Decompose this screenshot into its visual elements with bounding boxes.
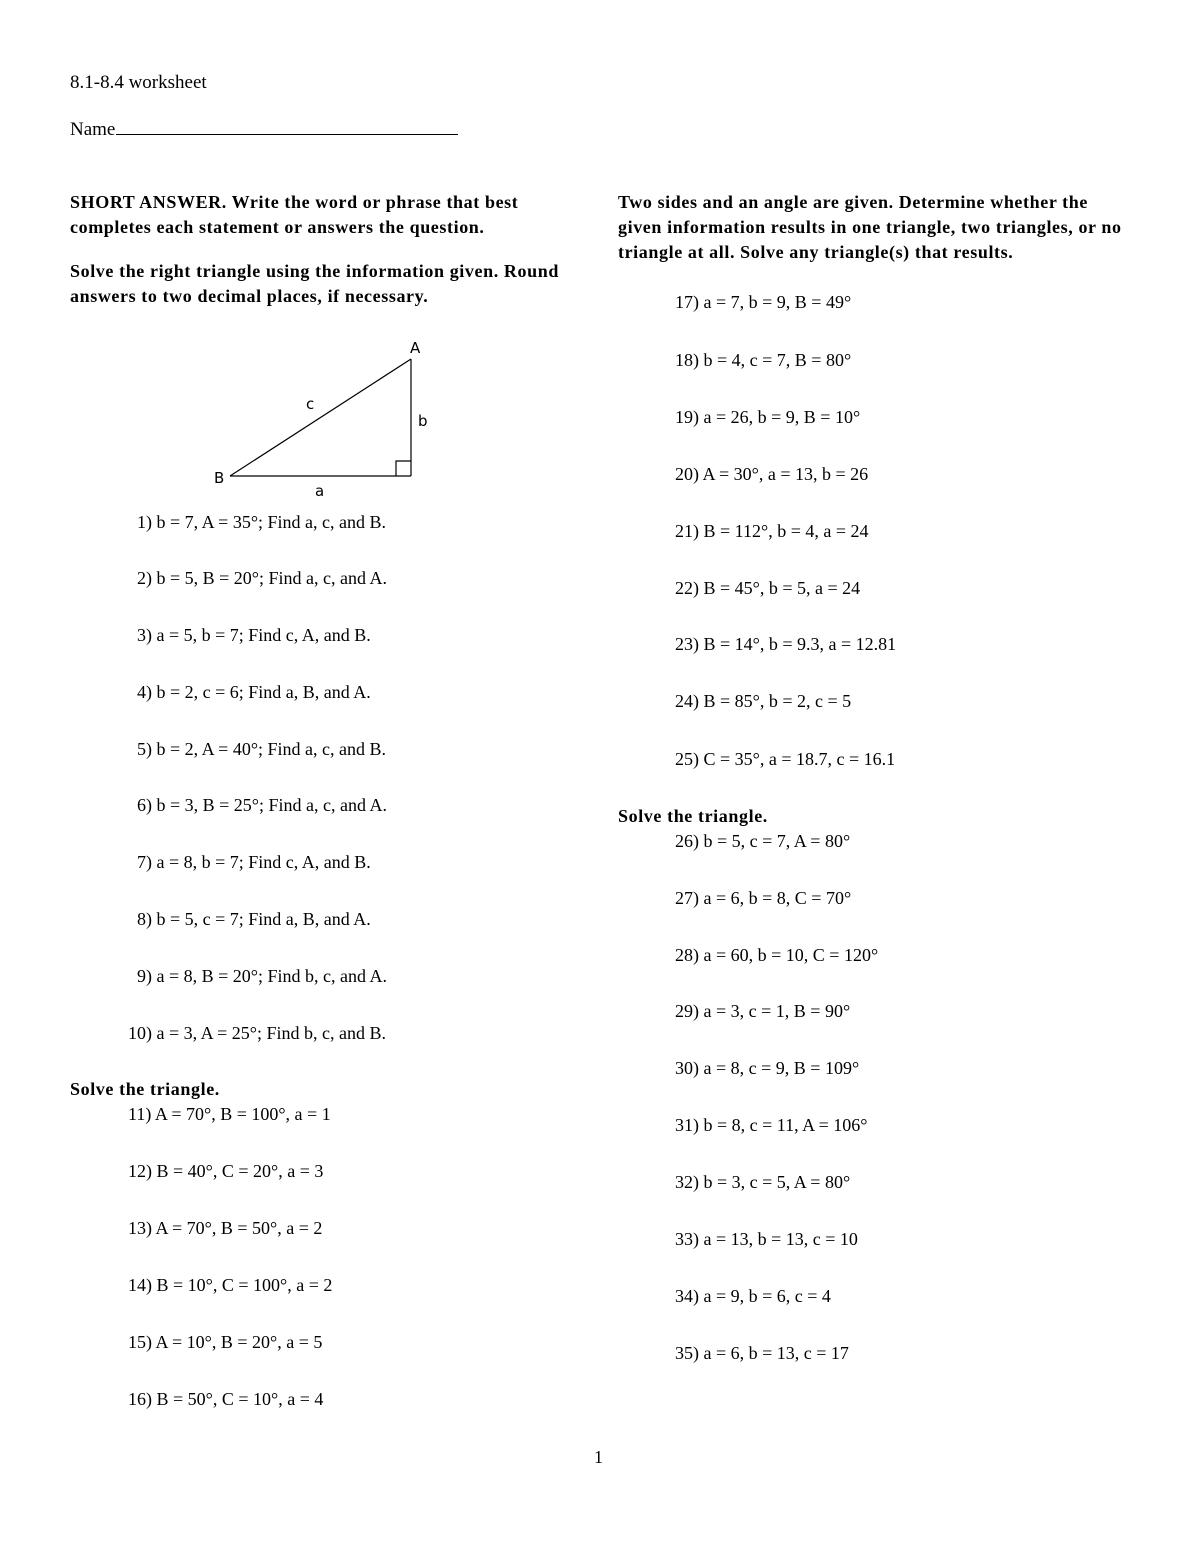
- problem-number: 35): [675, 1343, 699, 1363]
- problem-number: 4): [137, 682, 152, 702]
- problem-number: 7): [137, 852, 152, 872]
- short-answer-instructions: SHORT ANSWER. Write the word or phrase that best completes each statement or answers the question.: [70, 192, 519, 237]
- problem-item: [675, 1286, 831, 1307]
- problem-item: [675, 1001, 850, 1022]
- problem-item: [137, 625, 371, 646]
- problem-text: a = 6, b = 8, C = 70°: [703, 888, 852, 908]
- problem-item: [675, 521, 868, 542]
- problem-item: [675, 831, 850, 852]
- problem-text: b = 3, B = 25°; Find a, c, and A.: [156, 795, 387, 815]
- problem-text: B = 112°, b = 4, a = 24: [703, 521, 869, 541]
- problem-number: 32): [675, 1172, 699, 1192]
- problem-number: 3): [137, 625, 152, 645]
- problem-text: B = 40°, C = 20°, a = 3: [156, 1161, 324, 1181]
- problem-item: [137, 795, 387, 816]
- name-label: Name: [70, 119, 116, 140]
- problem-text: a = 8, c = 9, B = 109°: [703, 1058, 860, 1078]
- problem-item: [128, 1275, 332, 1296]
- problem-number: 11): [128, 1104, 152, 1124]
- problem-text: a = 13, b = 13, c = 10: [703, 1229, 858, 1249]
- problem-number: 31): [675, 1115, 699, 1135]
- problem-item: [137, 739, 386, 760]
- problem-item: [128, 1023, 386, 1044]
- problem-number: 16): [128, 1389, 152, 1409]
- problem-text: b = 5, B = 20°; Find a, c, and A.: [156, 568, 387, 588]
- problem-number: 10): [128, 1023, 152, 1043]
- page-number: 1: [594, 1447, 603, 1467]
- problem-number: 6): [137, 795, 152, 815]
- problem-number: 23): [675, 634, 699, 654]
- side-b-label: b: [418, 412, 428, 430]
- problem-item: [675, 945, 878, 966]
- problem-item: [137, 852, 371, 873]
- problem-text: a = 5, b = 7; Find c, A, and B.: [156, 625, 371, 645]
- problem-number: 17): [675, 292, 699, 312]
- problem-number: 1): [137, 512, 152, 532]
- problem-number: 24): [675, 691, 699, 711]
- problem-number: 34): [675, 1286, 699, 1306]
- problem-text: b = 5, c = 7, A = 80°: [703, 831, 851, 851]
- problem-text: B = 85°, b = 2, c = 5: [703, 691, 852, 711]
- problem-item: [128, 1389, 323, 1410]
- problem-item: [128, 1161, 323, 1182]
- problem-item: [675, 464, 868, 485]
- right-angle-marker: [396, 461, 411, 476]
- problem-item: [675, 407, 860, 428]
- problem-item: [675, 634, 896, 655]
- problem-number: 14): [128, 1275, 152, 1295]
- problem-item: [137, 568, 387, 589]
- problem-text: b = 4, c = 7, B = 80°: [703, 350, 852, 370]
- problem-number: 29): [675, 1001, 699, 1021]
- side-c-label: c: [306, 395, 315, 413]
- problem-text: A = 10°, B = 20°, a = 5: [155, 1332, 323, 1352]
- problem-number: 18): [675, 350, 699, 370]
- problem-item: [675, 691, 851, 712]
- name-blank-line: [116, 120, 458, 135]
- problem-text: b = 7, A = 35°; Find a, c, and B.: [156, 512, 386, 532]
- worksheet-title: 8.1-8.4 worksheet: [70, 72, 207, 93]
- problem-text: b = 3, c = 5, A = 80°: [703, 1172, 851, 1192]
- problem-item: [675, 578, 860, 599]
- side-a-label: a: [315, 482, 325, 500]
- problem-number: 12): [128, 1161, 152, 1181]
- problem-number: 27): [675, 888, 699, 908]
- problem-text: b = 5, c = 7; Find a, B, and A.: [156, 909, 371, 929]
- problem-text: C = 35°, a = 18.7, c = 16.1: [703, 749, 896, 769]
- problem-text: B = 14°, b = 9.3, a = 12.81: [703, 634, 897, 654]
- name-field: [70, 119, 458, 141]
- problem-item: [137, 512, 386, 533]
- problem-text: B = 45°, b = 5, a = 24: [703, 578, 861, 598]
- vertex-a-label: A: [410, 339, 421, 357]
- problem-number: 26): [675, 831, 699, 851]
- problem-text: A = 70°, B = 50°, a = 2: [155, 1218, 323, 1238]
- problem-number: 8): [137, 909, 152, 929]
- problem-text: a = 6, b = 13, c = 17: [703, 1343, 849, 1363]
- problem-item: [675, 1172, 850, 1193]
- problem-number: 22): [675, 578, 699, 598]
- problem-text: a = 9, b = 6, c = 4: [703, 1286, 831, 1306]
- problem-item: [137, 909, 371, 930]
- problem-number: 13): [128, 1218, 152, 1238]
- problem-item: [137, 682, 371, 703]
- section2-heading: Solve the triangle.: [70, 1079, 220, 1099]
- vertex-b-label: B: [214, 469, 225, 487]
- problem-item: [675, 292, 851, 313]
- problem-item: [675, 1343, 849, 1364]
- section4-heading: Solve the triangle.: [618, 806, 768, 826]
- problem-item: [128, 1218, 322, 1239]
- problem-number: 15): [128, 1332, 152, 1352]
- problem-number: 2): [137, 568, 152, 588]
- problem-item: [675, 350, 851, 371]
- problem-number: 25): [675, 749, 699, 769]
- problem-text: a = 3, c = 1, B = 90°: [703, 1001, 851, 1021]
- problem-text: a = 3, A = 25°; Find b, c, and B.: [156, 1023, 386, 1043]
- problem-text: a = 60, b = 10, C = 120°: [703, 945, 879, 965]
- problem-number: 9): [137, 966, 152, 986]
- problem-number: 21): [675, 521, 699, 541]
- problem-number: 19): [675, 407, 699, 427]
- problem-text: a = 26, b = 9, B = 10°: [703, 407, 861, 427]
- problem-number: 30): [675, 1058, 699, 1078]
- problem-number: 28): [675, 945, 699, 965]
- problem-text: a = 7, b = 9, B = 49°: [703, 292, 852, 312]
- problem-item: [128, 1104, 331, 1125]
- right-triangle-diagram: [200, 335, 440, 505]
- problem-item: [137, 966, 387, 987]
- problem-text: B = 10°, C = 100°, a = 2: [156, 1275, 333, 1295]
- problem-text: a = 8, b = 7; Find c, A, and B.: [156, 852, 371, 872]
- section3-heading: Two sides and an angle are given. Determine whether the given information results in one triangle, two triangles, or no triangle at all. Solve any triangle(s) that results.: [618, 192, 1122, 262]
- problem-number: 20): [675, 464, 699, 484]
- problem-text: B = 50°, C = 10°, a = 4: [156, 1389, 324, 1409]
- problem-item: [675, 749, 895, 770]
- problem-text: A = 70°, B = 100°, a = 1: [154, 1104, 331, 1124]
- side-c-line: [230, 359, 411, 476]
- section1-heading: Solve the right triangle using the information given. Round answers to two decimal places, if necessary.: [70, 261, 559, 306]
- problem-text: b = 2, A = 40°; Find a, c, and B.: [156, 739, 386, 759]
- problem-item: [675, 888, 851, 909]
- problem-text: a = 8, B = 20°; Find b, c, and A.: [156, 966, 387, 986]
- problem-item: [128, 1332, 322, 1353]
- problem-text: b = 2, c = 6; Find a, B, and A.: [156, 682, 371, 702]
- problem-number: 33): [675, 1229, 699, 1249]
- problem-number: 5): [137, 739, 152, 759]
- problem-item: [675, 1115, 868, 1136]
- problem-text: A = 30°, a = 13, b = 26: [702, 464, 869, 484]
- problem-text: b = 8, c = 11, A = 106°: [703, 1115, 868, 1135]
- problem-item: [675, 1058, 859, 1079]
- problem-item: [675, 1229, 858, 1250]
